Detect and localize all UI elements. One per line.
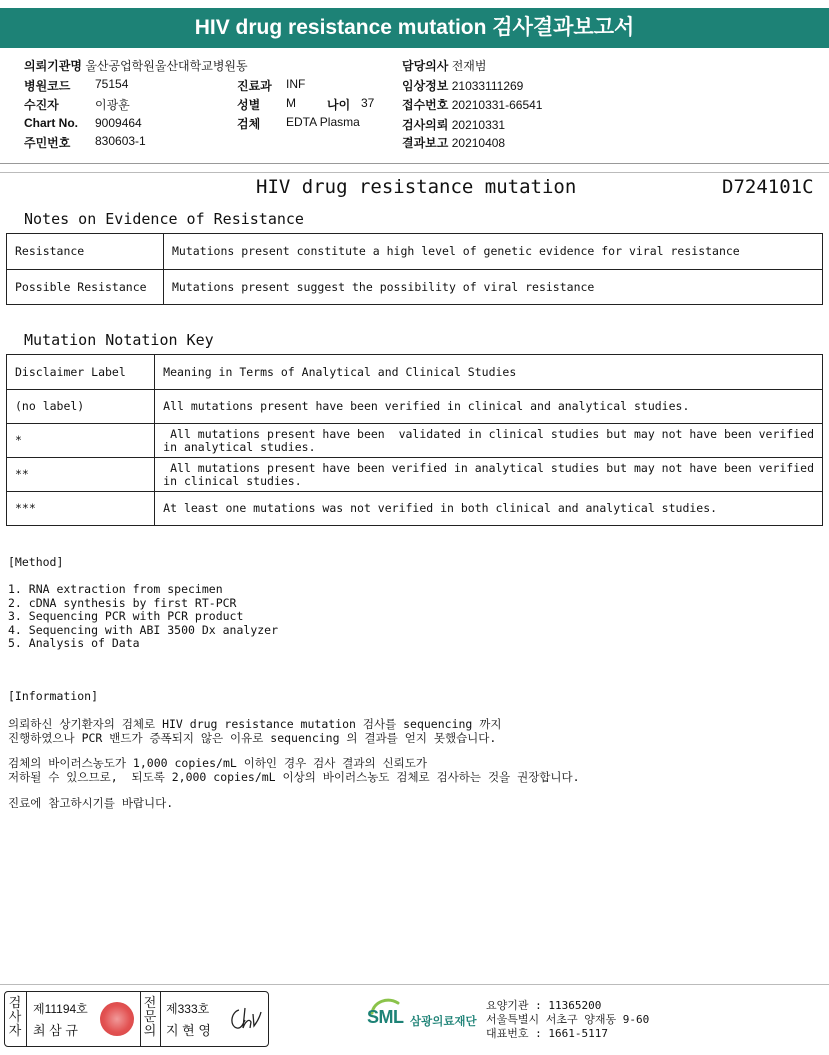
specialist-license: 제333호 (166, 1002, 210, 1016)
table-row (7, 458, 823, 492)
notation-label: ** (7, 458, 155, 492)
specimen-value: EDTA Plasma (286, 115, 360, 129)
stamp-seal-icon (100, 1002, 134, 1036)
table-row (7, 492, 823, 526)
doctor-label: 담당의사 (402, 59, 449, 73)
org-code: 요양기관 : 11365200 (486, 999, 602, 1012)
list-item: 4. Sequencing with ABI 3500 Dx analyzer (8, 622, 279, 637)
org-name: 삼광의료재단 (410, 1016, 477, 1028)
chart-value: 9009464 (95, 116, 142, 130)
signature-icon (227, 1004, 263, 1034)
request-label: 검사의뢰 (402, 118, 449, 132)
clinical-value: 21033111269 (451, 79, 524, 93)
information-paragraph: 검체의 바이러스농도가 1,000 copies/mL 이하인 경우 검사 결과의 신뢰도가 저하될 수 있으므로, 되도록 2,000 copies/mL 이상의 바이러스농도 검체로 검사하는 것을 권장합니다. (8, 756, 580, 784)
report-banner: HIV drug resistance mutation 검사결과보고서 (0, 8, 829, 48)
notation-text: All mutations present have been validated in clinical studies but may not have been verified in analytical studies. (155, 424, 823, 458)
report-title: HIV drug resistance mutation (256, 176, 577, 198)
tester-name: 최 삼 규 (33, 1023, 78, 1038)
notation-label: * (7, 424, 155, 458)
org-contact (486, 999, 649, 1041)
table-row (7, 270, 823, 305)
evidence-label: Resistance (7, 234, 164, 270)
evidence-title: Notes on Evidence of Resistance (24, 210, 304, 228)
evidence-label: Possible Resistance (7, 270, 164, 305)
evidence-table (6, 233, 823, 305)
list-item: 2. cDNA synthesis by first RT-PCR (8, 595, 237, 610)
id-value: 830603-1 (95, 134, 146, 148)
name-label: 수진자 (24, 98, 59, 112)
receipt-label: 접수번호 (402, 98, 449, 112)
notation-text: All mutations present have been verified in clinical and analytical studies. (155, 390, 823, 424)
method-title: [Method] (8, 555, 64, 569)
request-value: 20210331 (451, 118, 506, 132)
table-row (7, 424, 823, 458)
header-divider (0, 163, 829, 164)
department-label: 진료과 (237, 79, 272, 93)
evidence-text: Mutations present suggest the possibility of viral resistance (164, 270, 823, 305)
age-label: 나이 (327, 98, 351, 112)
tester-label: 검 사 자 (8, 996, 22, 1039)
list-item: 5. Analysis of Data (8, 636, 140, 650)
name-value: 이광훈 (95, 98, 130, 112)
information-paragraph: 의뢰하신 상기환자의 검체로 HIV drug resistance mutation 검사를 sequencing 까지 진행하였으나 PCR 밴드가 증폭되지 않은 이유로 sequencing 의 결과를 얻지 못했습니다. (8, 717, 502, 745)
list-item: 1. RNA extraction from specimen (8, 582, 223, 596)
signature-box (4, 991, 269, 1047)
specialist-name: 지 현 영 (166, 1023, 211, 1038)
information-title: [Information] (8, 689, 99, 703)
specimen-label: 검체 (237, 117, 261, 131)
header-divider-2 (0, 172, 829, 173)
sex-label: 성별 (237, 98, 261, 112)
table-row (7, 234, 823, 270)
footer-divider (0, 984, 829, 985)
notation-label: *** (7, 492, 155, 526)
tester-license: 제11194호 (33, 1002, 88, 1016)
notation-label: (no label) (7, 390, 155, 424)
age-value: 37 (361, 96, 375, 110)
sex-value: M (286, 96, 296, 110)
notation-table (6, 354, 823, 526)
notation-header-text: Meaning in Terms of Analytical and Clinical Studies (155, 355, 823, 390)
id-label: 주민번호 (24, 136, 71, 150)
org-address: 서울특별시 서초구 양재동 9-60 (486, 1013, 650, 1026)
table-row (7, 355, 823, 390)
specialist-label: 전 문 의 (143, 996, 157, 1039)
notation-text: All mutations present have been verified in analytical studies but may not have been verified in clinical studies. (155, 458, 823, 492)
hospital-value: 울산공업학원울산대학교병원동 (85, 59, 248, 73)
list-item: 3. Sequencing PCR with PCR product (8, 609, 244, 623)
report-code: D724101C (722, 176, 814, 198)
notation-header-label: Disclaimer Label (7, 355, 155, 390)
information-paragraph: 진료에 참고하시기를 바랍니다. (8, 796, 174, 810)
org-phone: 대표번호 : 1661-5117 (486, 1027, 608, 1040)
hospital-code-label: 병원코드 (24, 79, 71, 93)
org-logo-text: SML (367, 1007, 404, 1027)
chart-label: Chart No. (24, 116, 78, 130)
department-value: INF (286, 77, 306, 91)
evidence-text: Mutations present constitute a high level of genetic evidence for viral resistance (164, 234, 823, 270)
notation-text: At least one mutations was not verified in both clinical and analytical studies. (155, 492, 823, 526)
table-row (7, 390, 823, 424)
hospital-code-value: 75154 (95, 77, 129, 91)
notation-title: Mutation Notation Key (24, 331, 214, 349)
report-date-value: 20210408 (451, 136, 506, 150)
receipt-value: 20210331-66541 (451, 98, 543, 112)
clinical-label: 임상정보 (402, 79, 449, 93)
hospital-label: 의뢰기관명 (24, 59, 82, 73)
report-date-label: 결과보고 (402, 136, 449, 150)
doctor-value: 전재범 (451, 59, 487, 73)
